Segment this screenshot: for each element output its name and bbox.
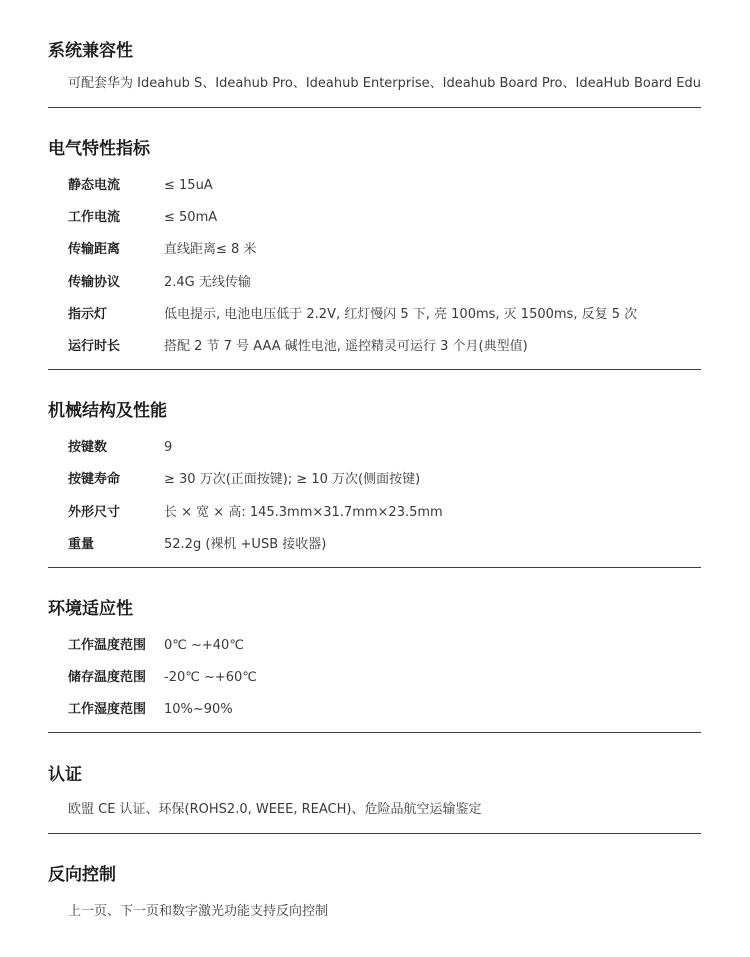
spec-label: 重量	[68, 537, 95, 552]
divider	[48, 833, 701, 834]
spec-label: 运行时长	[68, 339, 121, 354]
spec-label: 工作湿度范围	[68, 702, 147, 717]
spec-value: 低电提示, 电池电压低于 2.2V, 红灯慢闪 5 下, 亮 100ms, 灭 1500ms, 反复 5 次	[164, 307, 638, 322]
spec-value: 0℃ ~+40℃	[164, 638, 244, 653]
spec-label: 按键数	[68, 440, 108, 455]
section-title-reverse-control: 反向控制	[48, 865, 116, 885]
spec-label: 传输距离	[68, 242, 121, 257]
spec-value: 10%~90%	[164, 702, 233, 717]
spec-value: ≤ 15uA	[164, 178, 213, 193]
certification-text: 欧盟 CE 认证、环保(ROHS2.0, WEEE, REACH)、危险品航空运输鉴定	[68, 802, 482, 817]
spec-value: 9	[164, 440, 173, 455]
spec-value: -20℃ ~+60℃	[164, 670, 257, 685]
divider	[48, 369, 701, 370]
section-environment	[48, 598, 701, 726]
spec-label: 储存温度范围	[68, 670, 147, 685]
section-certification	[48, 764, 701, 824]
compatibility-text: 可配套华为 Ideahub S、Ideahub Pro、Ideahub Enterprise、Ideahub Board Pro、IdeaHub Board Edu	[68, 76, 701, 91]
section-title-compatibility: 系统兼容性	[48, 41, 133, 61]
spec-label: 按键寿命	[68, 472, 121, 487]
divider	[48, 567, 701, 568]
spec-value: 搭配 2 节 7 号 AAA 碱性电池, 遥控精灵可运行 3 个月(典型值)	[164, 339, 528, 354]
spec-label: 工作温度范围	[68, 638, 147, 653]
spec-label: 工作电流	[68, 210, 121, 225]
reverse-control-text: 上一页、下一页和数字激光功能支持反向控制	[68, 904, 329, 919]
section-compatibility	[48, 40, 701, 100]
section-title-environment: 环境适应性	[48, 599, 133, 619]
divider	[48, 107, 701, 108]
section-electrical	[48, 138, 701, 363]
spec-value: 52.2g (裸机 +USB 接收器)	[164, 537, 327, 552]
section-title-mechanical: 机械结构及性能	[48, 401, 167, 421]
spec-value: 直线距离≤ 8 米	[164, 242, 257, 257]
section-reverse-control	[48, 864, 701, 934]
spec-label: 外形尺寸	[68, 505, 121, 520]
spec-label: 指示灯	[68, 307, 108, 322]
spec-value: 2.4G 无线传输	[164, 275, 251, 290]
spec-label: 静态电流	[68, 178, 121, 193]
section-title-electrical: 电气特性指标	[48, 139, 150, 159]
spec-label: 传输协议	[68, 275, 121, 290]
section-title-certification: 认证	[48, 765, 82, 785]
section-mechanical	[48, 400, 701, 560]
spec-value: 长 × 宽 × 高: 145.3mm×31.7mm×23.5mm	[164, 505, 443, 520]
divider	[48, 732, 701, 733]
spec-value: ≥ 30 万次(正面按键); ≥ 10 万次(侧面按键)	[164, 472, 421, 487]
spec-value: ≤ 50mA	[164, 210, 218, 225]
